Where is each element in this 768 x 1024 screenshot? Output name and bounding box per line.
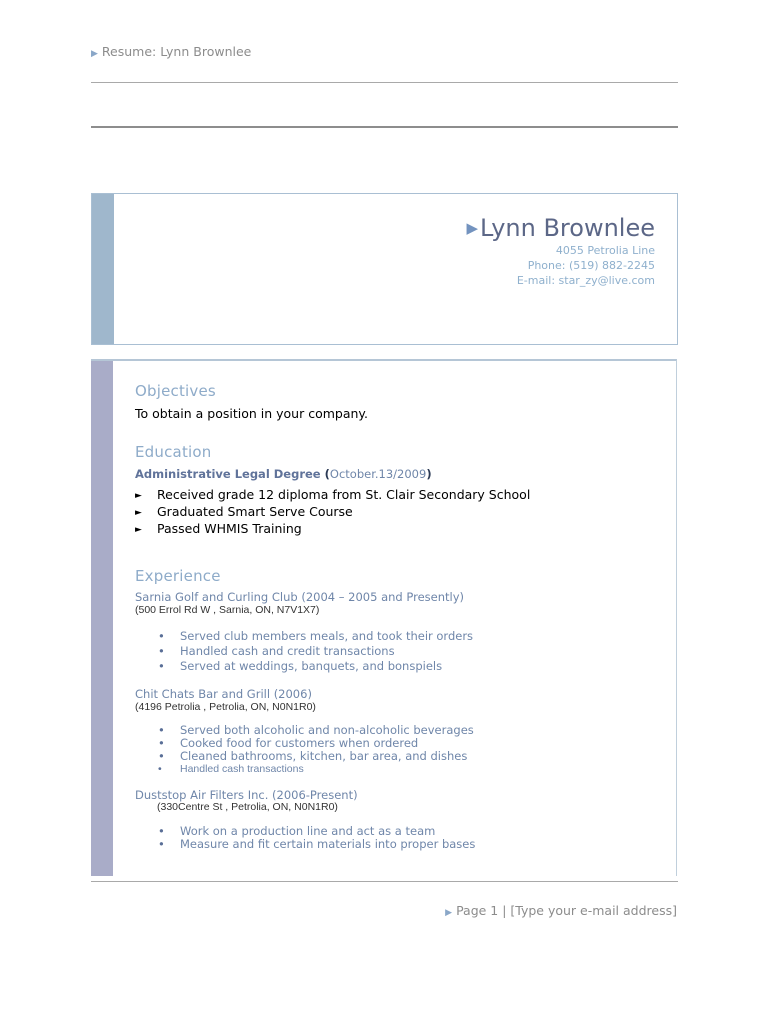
degree-line: Administrative Legal Degree (October.13/2009): [135, 467, 432, 481]
bullet-dot-icon: •: [158, 736, 165, 750]
candidate-name-text: Lynn Brownlee: [480, 214, 655, 242]
footer-rule: [91, 881, 678, 882]
contact-address: 4055 Petrolia Line: [555, 244, 655, 257]
bullet-dot-icon: •: [158, 629, 165, 643]
job-title: Chit Chats Bar and Grill (2006): [135, 687, 312, 701]
bullet-dot-icon: •: [158, 749, 165, 763]
header-rule-thick: [91, 126, 678, 128]
list-item: ► Graduated Smart Serve Course: [135, 503, 530, 520]
page-footer: [445, 903, 677, 918]
footer-text: Page 1 | [Type your e-mail address]: [456, 903, 677, 918]
bullet-dot-icon: •: [158, 837, 165, 851]
education-heading: Education: [135, 443, 212, 461]
triangle-bullet-icon: ▶: [466, 219, 479, 237]
bullet-dot-icon: •: [158, 824, 165, 838]
name-box-accent-bar: [92, 194, 114, 344]
candidate-name: [467, 214, 656, 242]
arrow-bullet-icon: ►: [135, 525, 142, 535]
running-header-text: Resume: Lynn Brownlee: [101, 44, 252, 59]
degree-date: October.13/2009: [329, 467, 427, 481]
objectives-heading: Objectives: [135, 382, 216, 400]
contact-phone: Phone: (519) 882-2245: [527, 259, 655, 272]
degree-name: Administrative Legal Degree: [135, 467, 321, 481]
triangle-bullet-icon: ▶: [91, 49, 98, 59]
job-duties-list: [158, 629, 473, 674]
experience-heading: Experience: [135, 567, 221, 585]
job-duties-list: [158, 724, 474, 776]
list-item: • Served both alcoholic and non-alcoholic beverages: [158, 723, 474, 737]
job-address: (500 Errol Rd W , Sarnia, ON, N7V1X7): [135, 604, 320, 616]
list-item: ► Passed WHMIS Training: [135, 520, 530, 537]
body-box-accent-bar: [91, 361, 113, 876]
job-title: Sarnia Golf and Curling Club (2004 – 2005 and Presently): [135, 590, 465, 604]
arrow-bullet-icon: ►: [135, 491, 142, 501]
contact-email: E-mail: star_zy@live.com: [516, 274, 655, 287]
bullet-dot-icon: •: [158, 644, 165, 658]
bullet-dot-icon: •: [158, 723, 165, 737]
list-item: • Measure and fit certain materials into proper bases: [158, 837, 476, 851]
job-duties-list: [158, 825, 475, 851]
list-item: ► Received grade 12 diploma from St. Clair Secondary School: [135, 486, 530, 503]
job-address: (330Centre St , Petrolia, ON, N0N1R0): [157, 801, 338, 813]
name-box: [91, 193, 678, 345]
bullet-dot-icon: •: [158, 659, 165, 673]
arrow-bullet-icon: ►: [135, 508, 142, 518]
bullet-dot-icon: •: [158, 763, 162, 775]
list-item: • Served club members meals, and took their orders: [158, 629, 474, 643]
list-item: • Work on a production line and act as a team: [158, 824, 436, 838]
job-address: (4196 Petrolia , Petrolia, ON, N0N1R0): [135, 701, 316, 713]
job-title: Duststop Air Filters Inc. (2006-Present): [135, 788, 358, 802]
list-item: • Cooked food for customers when ordered: [158, 736, 419, 750]
list-item: • Cleaned bathrooms, kitchen, bar area, and dishes: [158, 749, 468, 763]
objectives-text: To obtain a position in your company.: [135, 406, 369, 421]
triangle-bullet-icon: ▶: [445, 908, 453, 918]
header-rule-thin: [91, 82, 678, 83]
running-header: [91, 44, 251, 59]
education-list: [135, 486, 530, 537]
list-item: • Handled cash and credit transactions: [158, 644, 395, 658]
list-item: • Served at weddings, banquets, and bonspiels: [158, 659, 443, 673]
list-item: • Handled cash transactions: [158, 763, 304, 775]
